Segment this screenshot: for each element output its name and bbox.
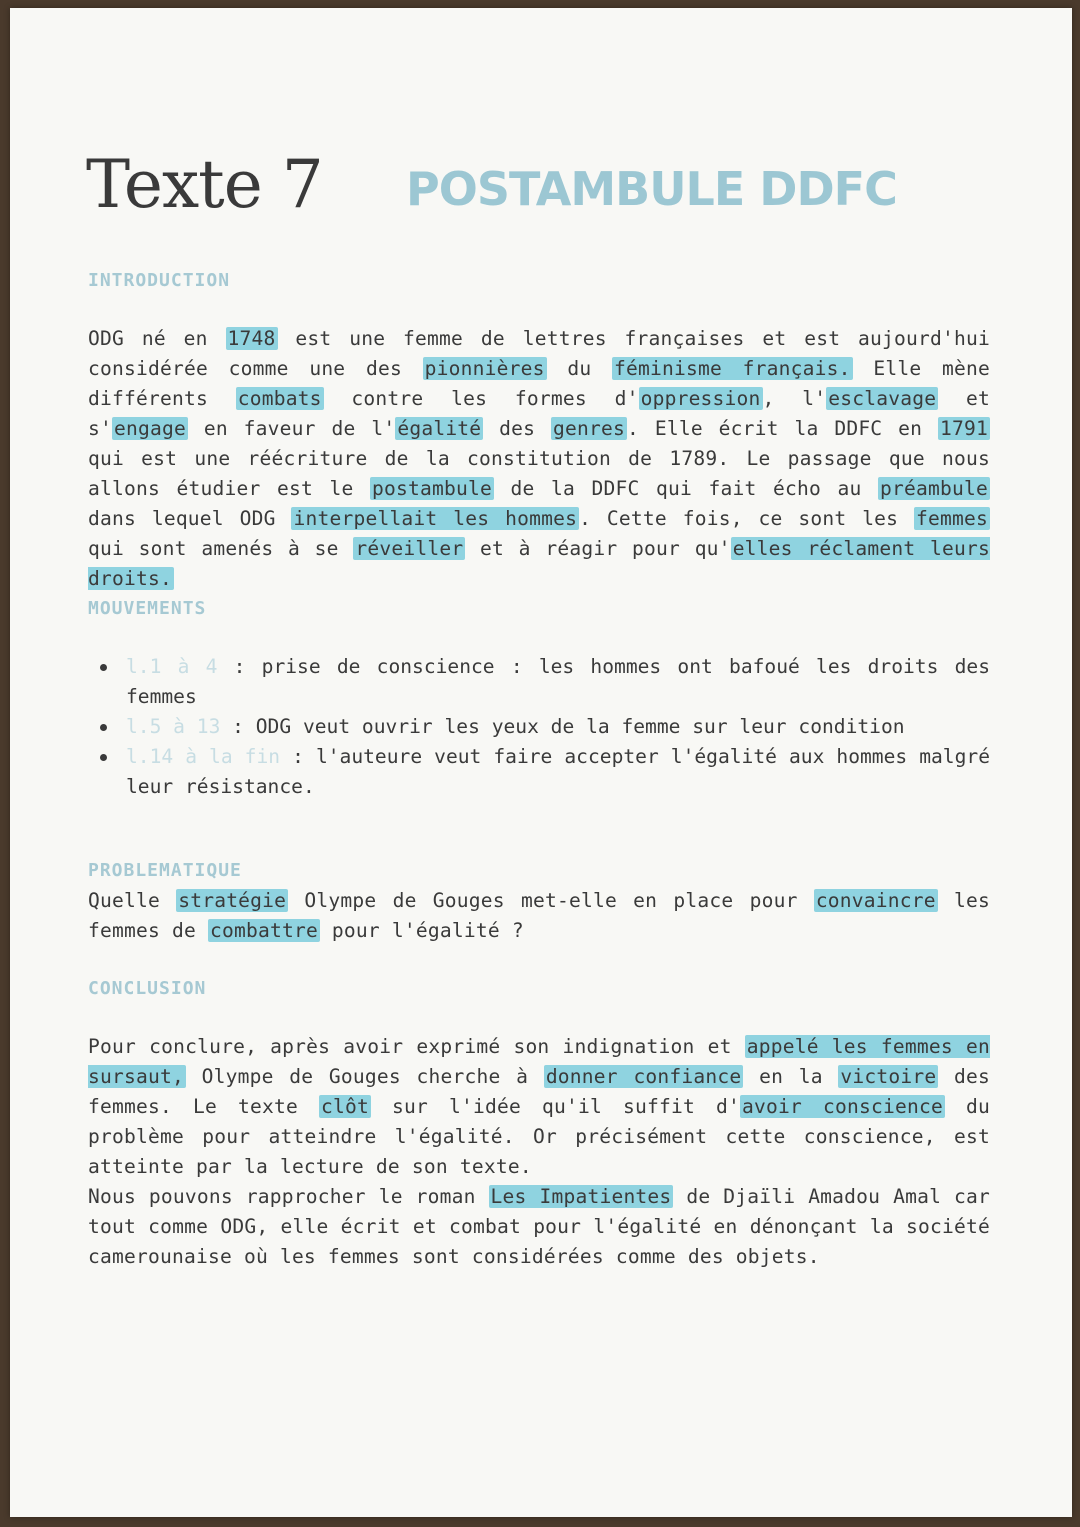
intro-highlight: égalité — [397, 417, 482, 440]
list-item — [88, 652, 990, 712]
conclusion-paragraph — [88, 1032, 990, 1272]
intro-highlight: postambule — [372, 477, 492, 500]
intro-highlight: préambule — [880, 477, 988, 500]
line-reference: l.14 à la fin — [126, 745, 281, 768]
intro-text: dans lequel ODG — [88, 507, 292, 530]
conclusion-text: sur l'idée qu'il suffit d' — [371, 1095, 740, 1118]
conclusion-highlight: donner confiance — [545, 1065, 742, 1088]
list-item-text: : prise de conscience : les hommes ont bafoué les droits des femmes — [126, 655, 990, 708]
intro-text: qui sont amenés à se — [88, 537, 354, 560]
mouvements-list — [88, 652, 990, 802]
intro-text: du — [546, 357, 613, 380]
document-title: POSTAMBULE DDFC — [406, 162, 897, 216]
intro-highlight: elles réclament leurs droits. — [88, 537, 990, 590]
line-reference: l.5 à 13 — [126, 715, 221, 738]
intro-highlight: 1748 — [227, 327, 276, 350]
conclusion-highlight: victoire — [840, 1065, 937, 1088]
intro-highlight: réveiller — [355, 537, 464, 560]
problematique-label: PROBLEMATIQUE — [88, 860, 242, 881]
intro-text: et s' — [88, 387, 990, 440]
intro-highlight: interpellait les hommes — [293, 507, 578, 530]
document-content — [10, 8, 1072, 1517]
line-reference: l.1 à 4 — [126, 655, 218, 678]
problematique-paragraph — [88, 886, 990, 946]
intro-highlight: pionnières — [424, 357, 545, 380]
mouvements-label: MOUVEMENTS — [88, 598, 207, 619]
list-item — [88, 742, 990, 802]
problematique-text: les femmes de — [88, 889, 990, 942]
list-item-text: : l'auteure veut faire accepter l'égalité aux hommes malgré leur résistance. — [126, 745, 990, 798]
intro-text: qui est une réécriture de la constitution de 1789. Le passage que nous allons étudier est le — [88, 447, 990, 500]
conclusion-highlight: appelé les femmes en sursaut, — [88, 1035, 990, 1088]
intro-highlight: 1791 — [940, 417, 988, 440]
intro-highlight: combats — [237, 387, 322, 410]
intro-text: , l' — [762, 387, 827, 410]
list-item-text: : ODG veut ouvrir les yeux de la femme sur leur condition — [220, 715, 905, 738]
intro-text: en faveur de l' — [187, 417, 396, 440]
conclusion-text: de Djaïli Amadou Amal car tout comme ODG, elle écrit et combat pour l'égalité en dénonçant la société camerounaise où les femmes sont considérées comme des objets. — [88, 1185, 990, 1268]
problematique-highlight: combattre — [209, 919, 318, 942]
introduction-label: INTRODUCTION — [88, 270, 231, 291]
conclusion-highlight: avoir conscience — [742, 1095, 943, 1118]
intro-text: ODG né en — [88, 327, 226, 350]
conclusion-text: du problème pour atteindre l'égalité. Or précisément cette conscience, est atteinte par la lecture de son texte. — [88, 1095, 990, 1178]
intro-text: et à réagir pour qu' — [465, 537, 731, 560]
conclusion-text: Nous pouvons rapprocher le roman — [88, 1185, 489, 1208]
conclusion-text: en la — [743, 1065, 839, 1088]
problematique-text: Quelle — [88, 889, 177, 912]
intro-text: . Cette fois, ce sont les — [579, 507, 915, 530]
intro-highlight: femmes — [916, 507, 988, 530]
intro-text: contre les formes d' — [323, 387, 639, 410]
problematique-text: Olympe de Gouges met-elle en place pour — [288, 889, 814, 912]
intro-highlight: engage — [114, 417, 186, 440]
intro-text: des — [483, 417, 551, 440]
book-title-highlight: Les Impatientes — [490, 1185, 672, 1208]
conclusion-label: CONCLUSION — [88, 978, 207, 999]
texte-number-title: Texte 7 — [86, 146, 323, 223]
intro-highlight: esclavage — [828, 387, 937, 410]
conclusion-text: des femmes. Le texte — [88, 1065, 990, 1118]
conclusion-highlight: clôt — [321, 1095, 369, 1118]
intro-text: . Elle écrit la DDFC en — [626, 417, 938, 440]
conclusion-text: Olympe de Gouges cherche à — [185, 1065, 544, 1088]
list-item — [88, 712, 990, 742]
intro-text: est une femme de lettres françaises et est aujourd'hui considérée comme une des — [88, 327, 990, 380]
problematique-highlight: stratégie — [178, 889, 287, 912]
intro-text: de la DDFC qui fait écho au — [493, 477, 879, 500]
conclusion-text: Pour conclure, après avoir exprimé son indignation et — [88, 1035, 745, 1058]
title-row — [86, 140, 986, 230]
problematique-highlight: convaincre — [815, 889, 936, 912]
introduction-paragraph — [88, 324, 990, 594]
intro-highlight: oppression — [640, 387, 761, 410]
paper-sheet — [10, 8, 1072, 1517]
intro-text: Elle mène différents — [88, 357, 990, 410]
intro-highlight: féminisme français. — [614, 357, 851, 380]
problematique-text: pour l'égalité ? — [319, 919, 524, 942]
intro-highlight: genres — [553, 417, 625, 440]
